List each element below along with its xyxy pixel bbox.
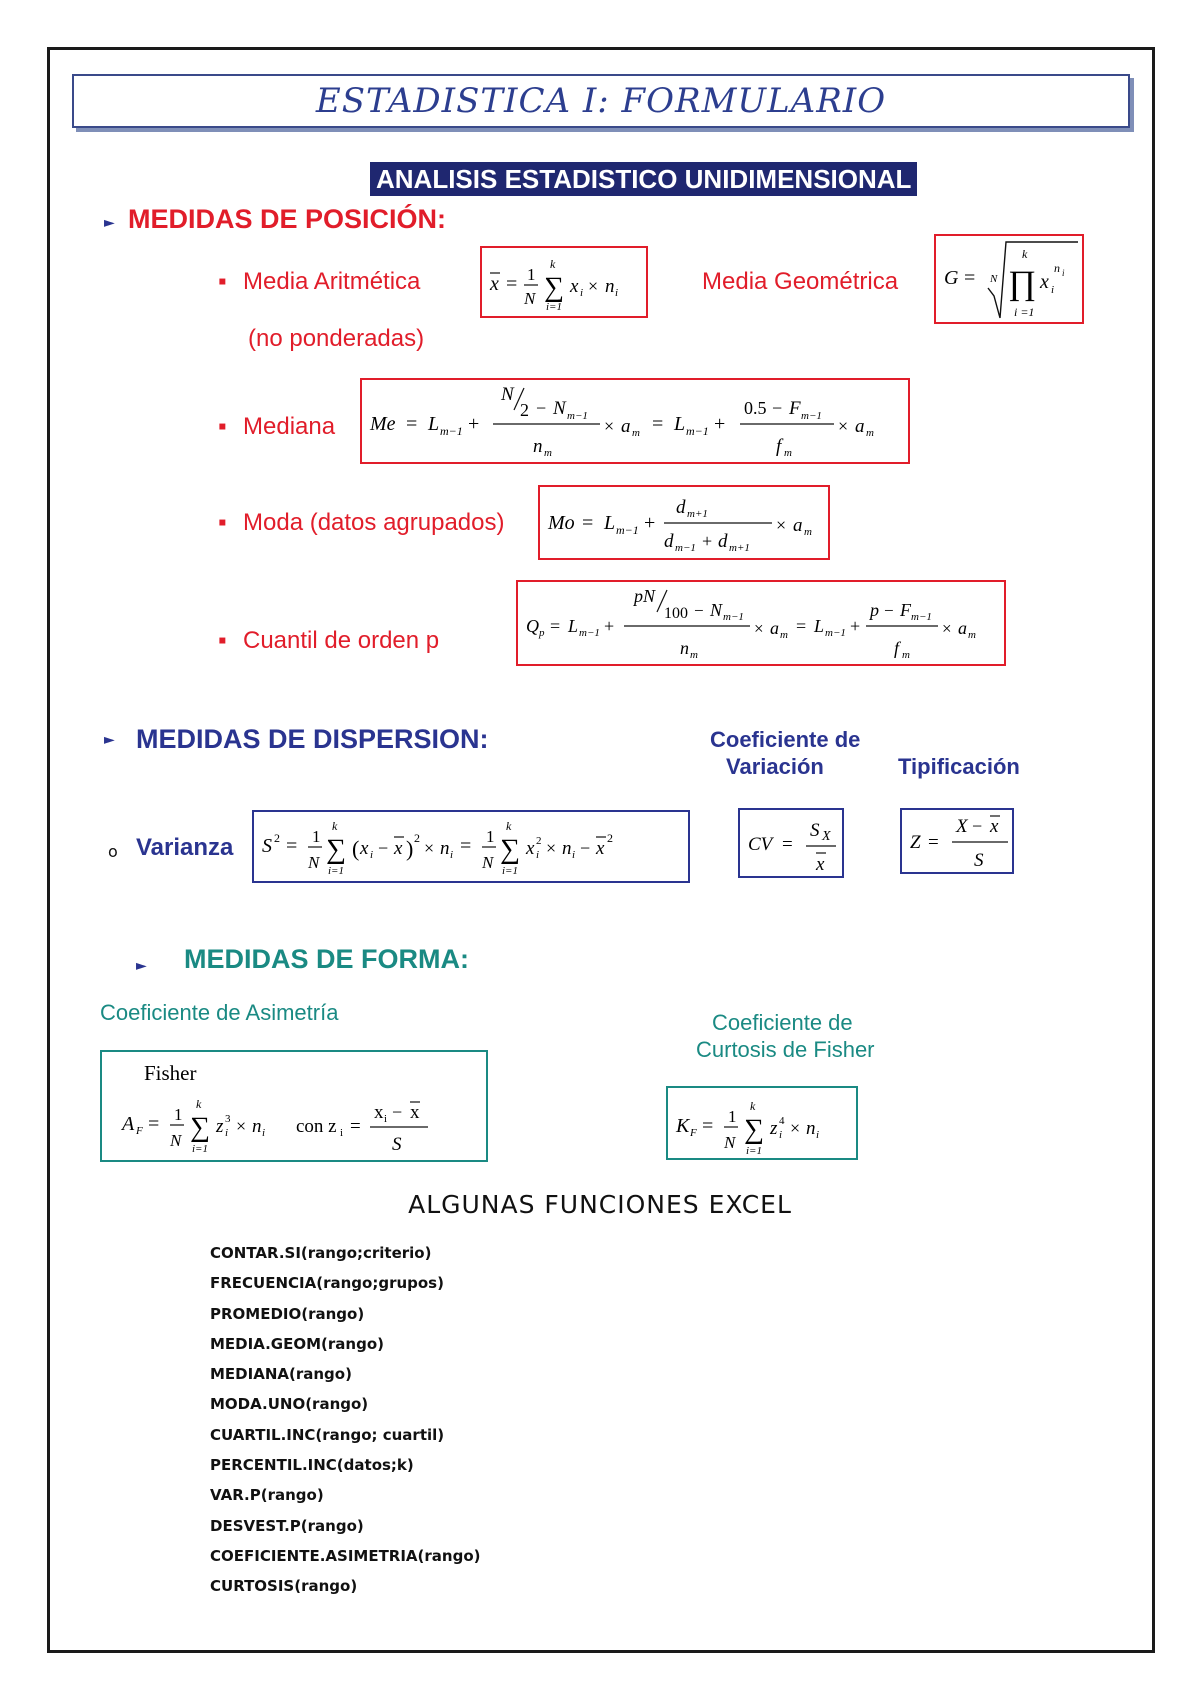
svg-text:x: x [360,838,369,859]
formula-media-aritmetica-svg [488,248,646,316]
svg-text:m−1: m−1 [911,611,932,623]
svg-text:i: i [262,1127,266,1139]
label-curtosis-2: Curtosis de Fisher [696,1037,875,1062]
svg-text:m−1: m−1 [567,410,588,422]
svg-text:×: × [942,619,952,638]
svg-text:f: f [776,436,782,457]
excel-function-item: CONTAR.SI(rango;criterio) [210,1244,432,1262]
svg-text:=: = [506,273,518,295]
svg-text:m: m [544,447,552,459]
formula-varianza-svg [260,812,688,881]
square-bullet-icon: ▪ [218,509,227,536]
svg-text:i: i [615,287,619,299]
formula-media-aritmetica [480,246,648,318]
svg-text:k: k [1022,247,1028,261]
svg-text:a: a [855,416,865,437]
svg-text:S: S [392,1134,402,1155]
svg-text:i: i [384,1113,388,1125]
svg-text:1: 1 [728,1107,737,1126]
svg-text:d: d [664,531,674,552]
svg-text:X: X [822,829,831,844]
svg-text:N: N [308,853,320,872]
svg-text:L: L [428,413,440,435]
svg-text:m: m [804,526,812,538]
svg-text:m+1: m+1 [729,542,750,554]
svg-text:−: − [772,398,783,418]
svg-text:+: + [468,413,480,435]
svg-text:z: z [216,1116,224,1137]
svg-text:m−1: m−1 [579,627,600,639]
formula-tipificacion-svg [908,810,1012,872]
label-asimetria: Coeficiente de Asimetría [100,1000,339,1025]
svg-text:a: a [793,515,803,536]
svg-text:m−1: m−1 [801,410,822,422]
svg-text:N: N [724,1133,736,1152]
svg-text:a: a [770,618,779,638]
heading-dispersion: MEDIDAS DE DISPERSION: [136,724,489,754]
svg-text:+: + [604,616,615,636]
svg-text:m: m [690,649,698,661]
svg-text:k: k [196,1097,202,1111]
svg-text:F: F [136,1125,143,1137]
svg-text:i: i [450,849,454,861]
svg-text:L: L [674,413,686,435]
svg-text:−: − [536,398,547,418]
excel-function-item: COEFICIENTE.ASIMETRIA(rango) [210,1546,481,1565]
label-varianza: Varianza [136,834,234,861]
svg-text:i: i [1062,268,1065,278]
svg-text:pN: pN [634,586,656,606]
svg-text:1: 1 [312,827,321,846]
excel-function-item: VAR.P(rango) [210,1486,324,1505]
label-mediana: Mediana [243,413,336,440]
excel-function-item: CUARTIL.INC(rango; cuartil) [210,1425,445,1444]
svg-text:×: × [776,515,787,535]
svg-text:i =1: i =1 [1014,305,1035,319]
svg-text:2: 2 [520,400,529,420]
heading-forma: MEDIDAS DE FORMA: [184,944,469,974]
svg-text:×: × [546,838,557,858]
excel-function-item: MEDIA.GEOM(rango) [210,1334,384,1353]
svg-text:−: − [580,838,591,858]
svg-text:N: N [501,384,514,405]
triangle-bullet-icon: ► [104,732,115,748]
svg-text:L: L [568,616,579,636]
svg-text:100: 100 [664,605,688,622]
svg-text:x: x [374,1102,384,1123]
svg-text:−: − [694,601,704,620]
svg-text:=: = [796,616,807,636]
excel-function-item: DESVEST.P(rango) [210,1516,364,1535]
svg-text:N: N [524,289,536,308]
svg-text:=: = [964,267,976,289]
section-banner: ANALISIS ESTADISTICO UNIDIMENSIONAL [370,162,917,196]
svg-text:a: a [958,618,967,638]
formula-media-geometrica-svg [942,236,1082,322]
svg-text:F: F [789,398,801,419]
svg-text:G: G [944,267,959,289]
svg-text:N: N [170,1131,182,1150]
svg-text:d: d [718,531,728,552]
svg-text:×: × [790,1118,801,1138]
svg-text:∏: ∏ [1008,265,1036,302]
svg-text:N: N [482,853,494,872]
svg-text:m: m [632,427,640,439]
svg-text:con z: con z [296,1116,337,1137]
formula-moda-svg [546,487,828,558]
svg-text:m−1: m−1 [686,424,709,438]
svg-text:+: + [644,512,656,534]
svg-text:−: − [392,1102,403,1122]
label-no-ponderadas: (no ponderadas) [248,325,425,352]
label-media-geometrica: Media Geométrica [702,268,899,295]
excel-function-item: PROMEDIO(rango) [210,1304,365,1323]
svg-text:n: n [605,276,615,297]
svg-text:×: × [588,276,599,296]
svg-text:∑: ∑ [744,1114,764,1145]
svg-text:(: ( [352,836,360,861]
svg-text:=: = [782,834,793,855]
svg-text:k: k [550,257,556,271]
svg-text:=: = [928,832,939,853]
svg-text:m−1: m−1 [440,424,463,438]
svg-text:N: N [710,600,723,620]
svg-text:∑: ∑ [544,272,564,303]
formula-asimetria [100,1050,488,1162]
svg-text:=: = [460,835,472,857]
svg-text:∑: ∑ [190,1112,210,1143]
svg-text:i: i [1051,284,1055,296]
svg-text:+: + [702,531,713,551]
svg-text:i: i [580,287,584,299]
excel-function-item: MODA.UNO(rango) [210,1395,369,1414]
svg-text:i: i [536,849,540,861]
svg-text:i=1: i=1 [192,1143,208,1155]
page-title: ESTADISTICA I: FORMULARIO [315,81,887,121]
excel-function-item: PERCENTIL.INC(datos;k) [210,1456,414,1475]
svg-text:0.5: 0.5 [744,398,767,418]
svg-text:=: = [286,835,298,857]
svg-text:n: n [533,436,543,457]
formula-curtosis-svg [674,1088,856,1158]
svg-text:k: k [750,1099,756,1113]
title-box [72,74,1130,128]
excel-heading: ALGUNAS FUNCIONES EXCEL [408,1190,792,1219]
formula-mediana [360,378,910,464]
svg-text:=: = [702,1115,714,1137]
svg-text:L: L [604,512,616,534]
svg-text:2: 2 [536,835,542,847]
svg-text:×: × [236,1116,247,1136]
svg-text:+: + [714,413,726,435]
svg-text:i: i [225,1127,229,1139]
svg-text:m+1: m+1 [687,508,708,520]
svg-text:=: = [550,616,561,636]
svg-text:3: 3 [225,1113,231,1125]
square-bullet-icon: ▪ [218,627,227,654]
svg-text:N: N [990,273,998,285]
formula-varianza [252,810,690,883]
formula-tipificacion [900,808,1014,874]
svg-text:2: 2 [274,831,280,845]
svg-text:∑: ∑ [500,834,520,865]
formula-cuantil-svg [524,582,1004,664]
svg-text:L: L [814,616,825,636]
circle-bullet-icon: o [108,842,118,861]
svg-text:=: = [406,413,418,435]
svg-text:n: n [806,1118,816,1139]
svg-text:CV: CV [748,834,773,855]
svg-text:1: 1 [174,1105,183,1124]
svg-text:x: x [1040,271,1049,293]
square-bullet-icon: ▪ [218,268,227,295]
svg-text:m−1: m−1 [825,627,846,639]
svg-text:×: × [754,619,764,638]
excel-function-item: CURTOSIS(rango) [210,1577,358,1596]
svg-text:−: − [884,601,894,620]
svg-text:): ) [406,836,414,861]
triangle-bullet-icon: ► [104,215,115,231]
svg-text:n: n [440,838,450,859]
fisher-label: Fisher [144,1061,197,1085]
label-curtosis-1: Coeficiente de [712,1010,853,1035]
svg-text:S: S [810,820,820,841]
svg-text:X: X [956,816,968,837]
svg-text:i: i [572,849,576,861]
svg-text:S: S [974,850,984,871]
svg-text:×: × [424,838,435,858]
svg-text:i=1: i=1 [502,865,518,877]
svg-text:x: x [394,838,403,859]
svg-text:1: 1 [486,827,495,846]
excel-function-item: FRECUENCIA(rango;grupos) [210,1274,444,1293]
svg-text:=: = [350,1116,361,1137]
svg-text:i: i [370,849,374,861]
svg-text:p: p [539,627,545,639]
svg-text:Q: Q [526,616,539,636]
svg-text:x: x [570,276,579,297]
svg-text:k: k [506,819,512,833]
svg-text:m−1: m−1 [675,542,696,554]
svg-text:=: = [652,413,664,435]
svg-text:n: n [252,1116,262,1137]
svg-text:n: n [680,638,689,658]
square-bullet-icon: ▪ [218,413,227,440]
svg-text:Me: Me [370,413,396,435]
label-media-aritmetica: Media Aritmética [243,268,421,295]
svg-text:x: x [596,838,605,859]
svg-text:=: = [148,1113,160,1135]
svg-text:=: = [582,512,594,534]
formula-coef-variacion-svg [746,810,842,876]
triangle-bullet-icon: ► [136,958,147,974]
formula-coef-variacion [738,808,844,878]
svg-text:m: m [866,427,874,439]
svg-text:×: × [838,416,849,436]
svg-text:−: − [972,816,983,836]
svg-text:4: 4 [779,1115,785,1127]
label-coef-variacion-2: Variación [726,754,824,779]
svg-text:m: m [780,629,788,641]
svg-text:N: N [553,398,566,419]
svg-text:K: K [676,1115,690,1137]
svg-text:n: n [1054,261,1060,275]
svg-text:a: a [621,416,631,437]
excel-function-list [210,1238,481,1602]
svg-text:m−1: m−1 [723,611,744,623]
formula-media-geometrica [934,234,1084,324]
formula-cuantil [516,580,1006,666]
svg-text:i=1: i=1 [746,1145,762,1157]
svg-text:d: d [676,497,686,518]
svg-text:2: 2 [414,831,420,845]
svg-text:f: f [894,638,900,658]
label-tipificacion: Tipificación [898,754,1020,779]
svg-text:∑: ∑ [326,834,346,865]
svg-text:i=1: i=1 [328,865,344,877]
svg-text:1: 1 [527,265,536,284]
formula-moda [538,485,830,560]
label-coef-variacion-1: Coeficiente de [710,727,861,752]
svg-text:x: x [990,816,999,837]
svg-text:z: z [770,1118,778,1139]
formula-asimetria-svg [108,1052,486,1160]
svg-text:i: i [779,1129,783,1141]
svg-text:x: x [410,1102,420,1123]
formula-curtosis [666,1086,858,1160]
svg-text:2: 2 [607,831,613,845]
svg-text:S: S [262,835,272,857]
svg-text:m: m [784,447,792,459]
svg-text:n: n [562,838,572,859]
svg-text:m: m [902,649,910,661]
svg-text:m−1: m−1 [616,523,639,537]
svg-text:F: F [900,600,911,620]
svg-text:F: F [690,1127,697,1139]
formula-mediana-svg [368,380,908,462]
svg-text:x: x [816,854,825,875]
svg-text:i: i [340,1127,344,1139]
svg-text:x: x [526,838,535,859]
svg-text:Z: Z [910,832,921,853]
svg-text:p: p [870,600,879,620]
excel-function-item: MEDIANA(rango) [210,1365,352,1384]
svg-text:Mo: Mo [548,512,575,534]
svg-text:k: k [332,819,338,833]
svg-text:A: A [122,1113,135,1135]
svg-text:m: m [968,629,976,641]
svg-text:i=1: i=1 [546,301,562,313]
svg-text:−: − [378,838,389,858]
svg-text:x: x [490,273,499,295]
svg-text:×: × [604,416,615,436]
svg-text:+: + [850,616,861,636]
label-moda: Moda (datos agrupados) [243,509,505,536]
heading-posicion: MEDIDAS DE POSICIÓN: [128,204,447,234]
label-cuantil: Cuantil de orden p [243,627,440,654]
svg-text:i: i [816,1129,820,1141]
